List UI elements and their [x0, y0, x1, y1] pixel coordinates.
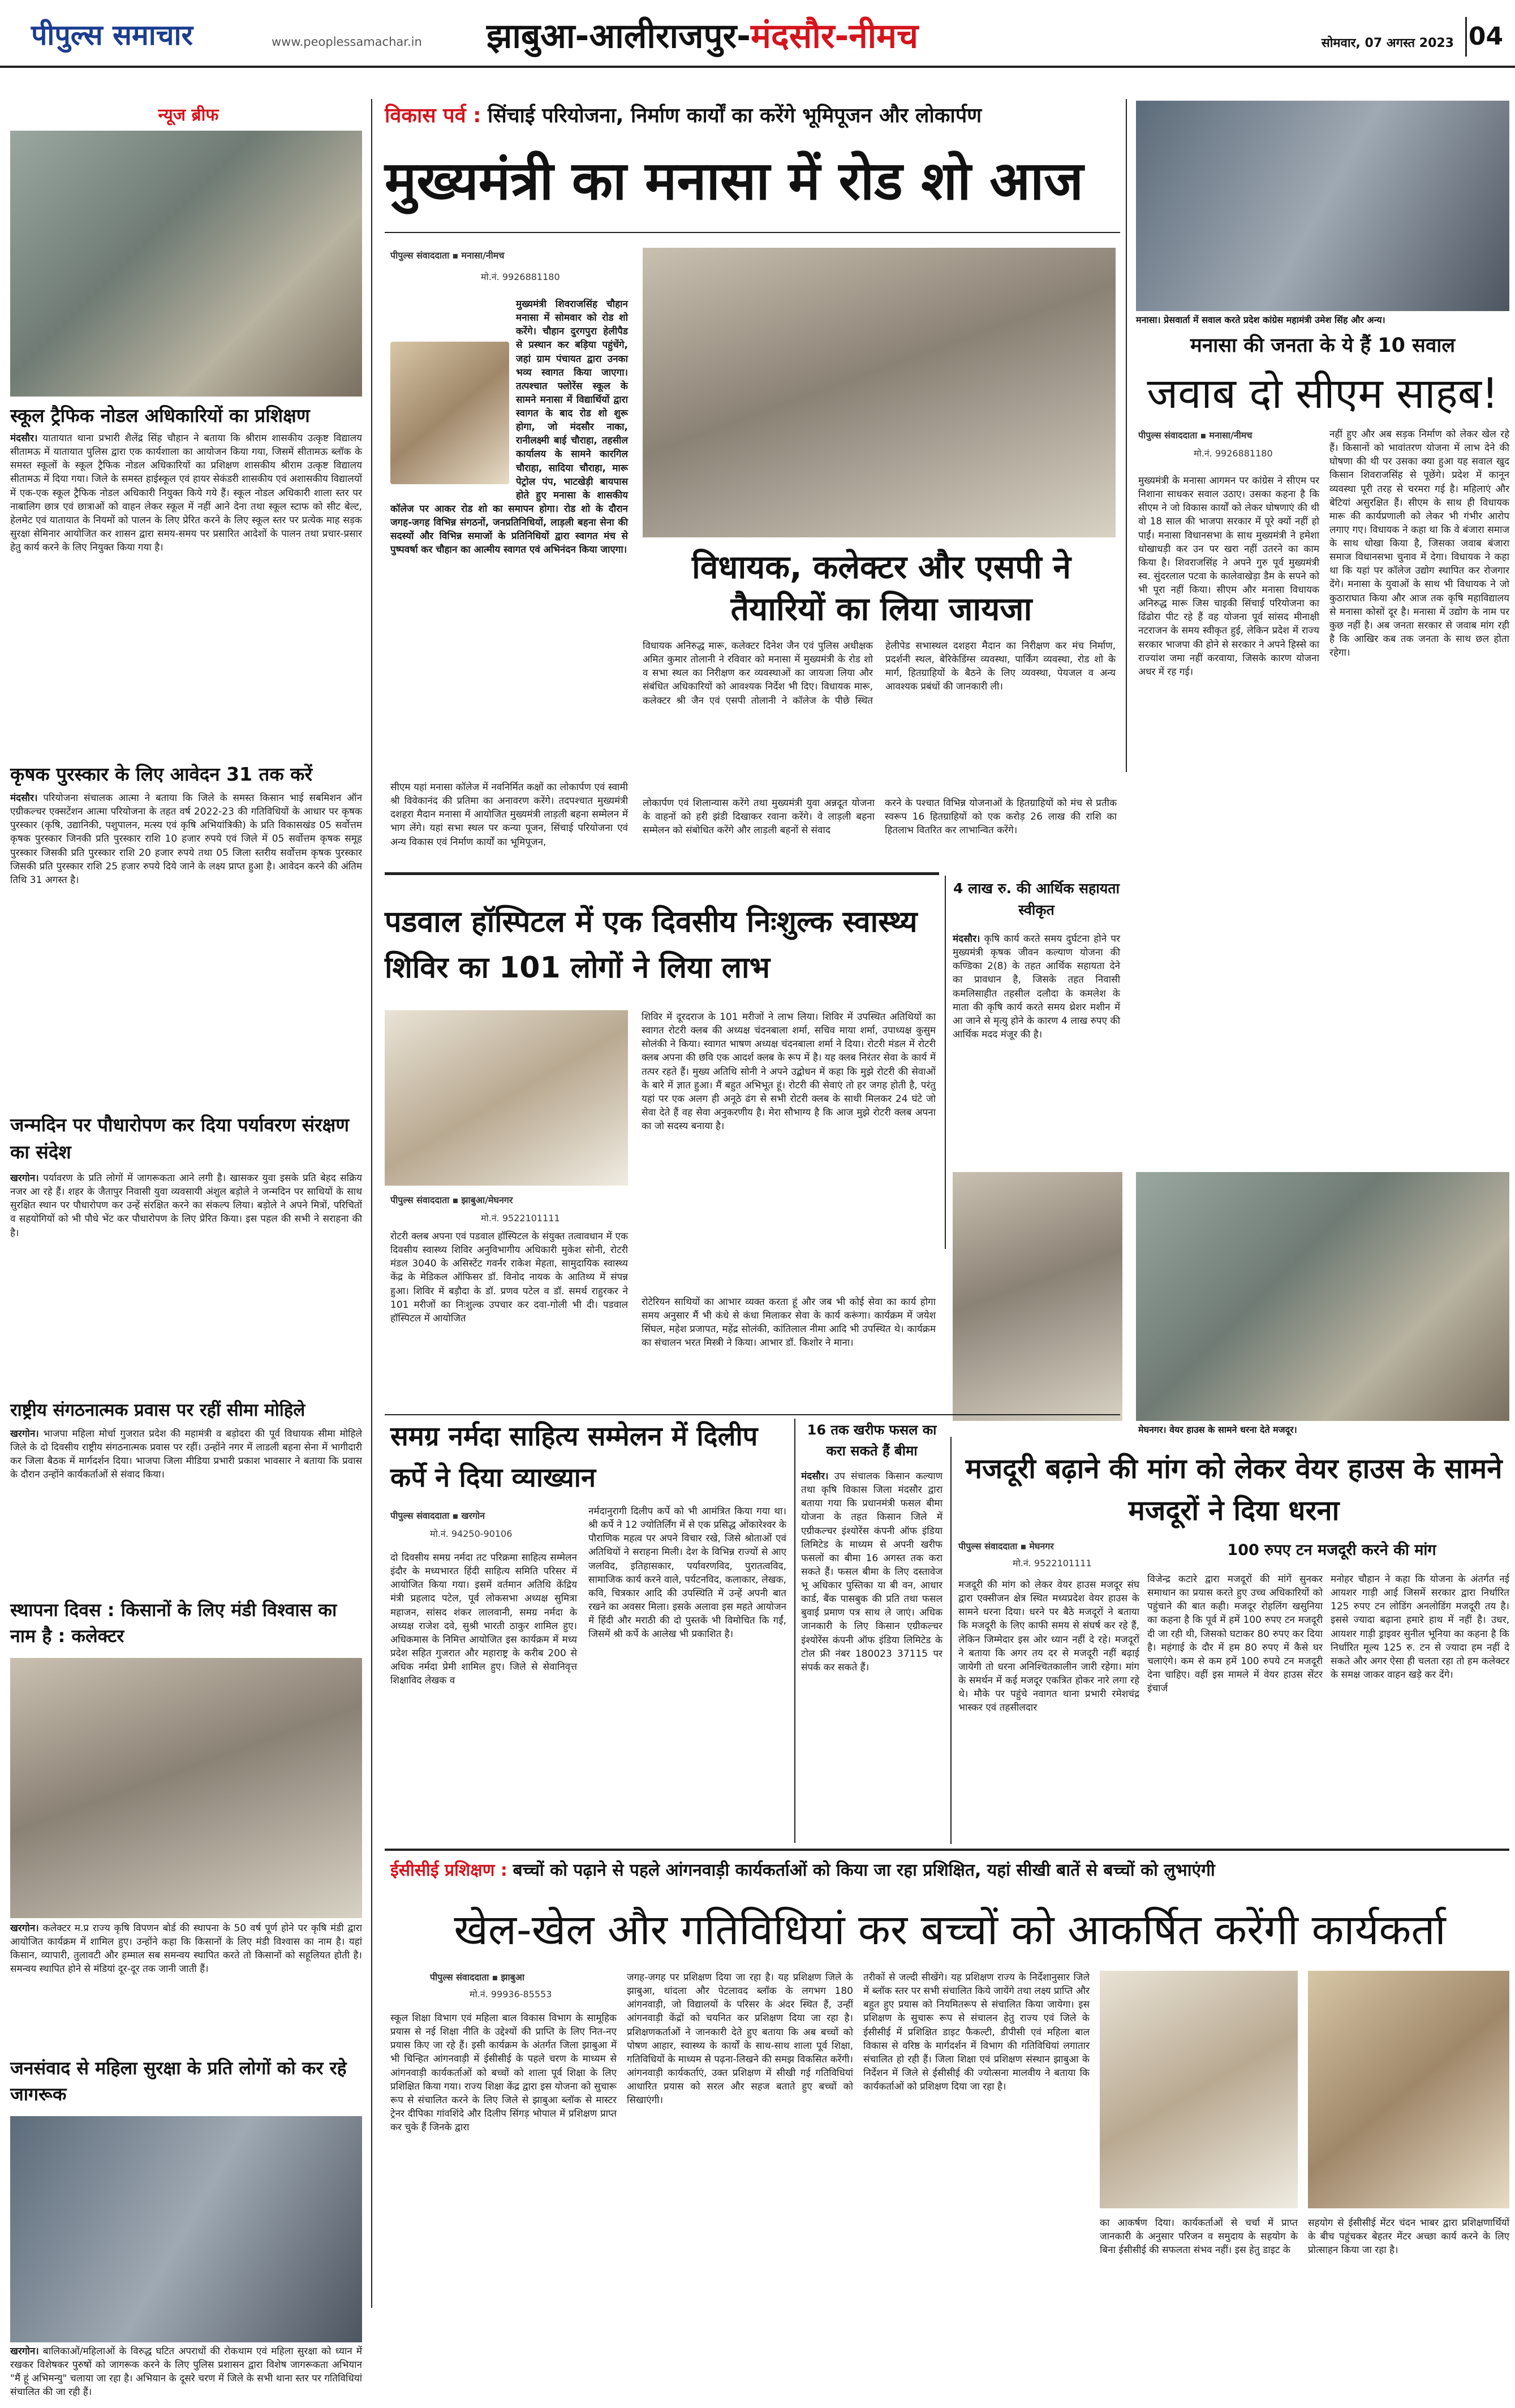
narmada-headline: समग्र नर्मदा साहित्य सम्मेलन में दिलीप कर्पे ने दिया व्याख्यान: [390, 1421, 758, 1493]
hospital-col-2: शिविर में दूरदराज के 101 मरीजों ने लाभ लिया। शिविर में उपस्थित अतिथियों का स्वागत रोटरी क्लब की अध्यक्ष चंदनबाला शर्मा, सचिव माया शर्मा, उपाध्यक्ष कुसुम सोलंकी ने किया। स्वागत भाषण अध्यक्ष चंदनबाला शर्मा ने दिया। रोटरी मंडल में रोटरी क्लब अपना की छवि एक आदर्श क्लब के रूप में है। यह क्लब निरंतर सेवा के कार्य में तत्पर रहते हैं। मुख्य अतिथि सोनी ने अपने उद्बोधन में कहा कि मुझे रोटरी की सेवाओं के बारे में ज्ञात हुआ। मैं बहुत अभिभूत हूं। रोटरी की सेवाएं तो हर जगह होती है, परंतु यहां पर एक अलग ही अनूठे ढंग से सभी रोटरी क्लब के साथी मिलकर 24 घंटे जो सेवा देते हैं वह सेवा अनुकरणीय है। मेरा सौभाग्य है कि आज मुझे रोटरी क्लब अपना का जो सदस्य बनाया है।: [642, 1011, 936, 1132]
news-brief-headline-1: स्कूल ट्रैफिक नोडल अधिकारियों का प्रशिक्षण: [10, 404, 310, 427]
loan-box-divider: [945, 876, 946, 1249]
edition-title-red: मंदसौर-नीमच: [751, 16, 919, 56]
news-brief-text-6: बालिकाओं/महिलाओं के विरुद्ध घटित अपराधों की रोकथाम एवं महिला सुरक्षा को ध्यान में रखकर विशेषकर पुरुषों को जागरूक करने के लिए पुलिस प्रशासन द्वारा विशेष जागरूकता अभियान "मैं हूं अभिमन्यु" चलाया जा रहा है। अभियान के दूसरे चरण में जिले के सभी थाना स्तर पर गतिविधियां संचालित की जा रही हैं।: [10, 2346, 362, 2398]
edition-title-black: झाबुआ-आलीराजपुर-: [487, 16, 751, 56]
masthead: [0, 0, 1515, 68]
news-brief-body-3: [10, 1171, 362, 1393]
news-brief-body-5: [10, 1922, 362, 2052]
narmada-byline-place: खरगोन: [461, 1510, 485, 1521]
news-brief-place-6: खरगोन।: [10, 2346, 39, 2357]
news-brief-headline-6: जनसंवाद से महिला सुरक्षा के प्रति लोगों को कर रहे जागरूक: [10, 2057, 347, 2105]
ecce-byline-place: झाबुआ: [501, 1972, 525, 1983]
labour-phone: मो.नं. 9522101111: [1013, 1558, 1092, 1569]
hospital-top-rule: [385, 872, 939, 875]
labour-headline: मजदूरी बढ़ाने की मांग को लेकर वेयर हाउस के सामने मजदूरों ने दिया धरना: [965, 1453, 1503, 1527]
lead-intro: [390, 298, 628, 778]
lead-byline-name: पीपुल्स संवाददाता: [390, 250, 450, 261]
column-divider-left: [371, 99, 372, 2308]
news-brief-headline-3: जन्मदिन पर पौधारोपण कर दिया पर्यावरण संरक्षण का संदेश: [10, 1114, 350, 1163]
news-brief-body-1: [10, 432, 362, 759]
hospital-phone: मो.नं. 9522101111: [481, 1213, 560, 1224]
portrait-spacer: [390, 298, 516, 490]
lead-byline-place: मनासा/नीमच: [461, 250, 505, 261]
paper-name: पीपुल्स समाचार: [31, 18, 193, 51]
lead-story-kicker: [385, 101, 1120, 135]
women-safety-awareness-photo: [10, 2116, 362, 2342]
insurance-box-body: [801, 1470, 942, 1845]
narmada-phone: मो.नं. 94250-90106: [430, 1528, 513, 1539]
news-brief-place-3: खरगोन।: [10, 1173, 39, 1184]
news-brief-column: [10, 99, 363, 2398]
narmada-col-1: दो दिवसीय समग्र नर्मदा तट परिक्रमा साहित्य सम्मेलन इंदौर के मध्यभारत हिंदी साहित्य समिति परिसर में आयोजित किया गया। इसमें वर्तमान अतिथि केंद्रिय मंत्री प्रहलाद पटेल, पूर्व लोकसभा अध्यक्ष सुमित्रा महाजन, सांसद शंकर लालवानी, समग्र नर्मदा के अध्यक्ष राजेश दवे, सुश्री भारती ठाकुर शामिल हुए। अधिकमास के निमित्त आयोजित इस कार्यक्रम में मध्य प्रदेश सहित गुजरात और महाराष्ट्र के करीब 200 से अधिक नर्मदा प्रेमी शामिल हुए। जिले से सेवानिवृत्त शिक्षाविद लेखक व: [390, 1552, 577, 1687]
labour-col-2: विजेन्द्र कटारे द्वारा मजदूरों की मांगें सुनकर समाधान का प्रयास करते हुए उच्च अधिकारियों को पहुंचाने की बात कही। मजदूर रोहलिंग खसुनिया का कहना है कि पूर्व में हमें 100 रुपए टन मजदूरी दी जा रही थी, जिसको घटाकर 80 रुपए कर दिया है। महंगाई के दौर में हम 80 रुपए में कैसे घर चलाएंगे। कम से कम हमें 100 रुपये टन मजदूरी देना चाहिए। वहीं इस मामले में वेयर हाउस सेंटर इंचार्ज: [1147, 1574, 1323, 1694]
school-training-photo: [10, 131, 362, 397]
narmada-top-rule: [385, 1414, 1120, 1415]
ecce-col-3: तरीकों से जल्दी सीखेंगे। यह प्रशिक्षण राज्य के निर्देशानुसार जिले में ब्लॉक स्तर पर सभी संचालित किये जायेंगे तथा लक्ष्य प्राप्ति और बहुत हुए प्रयास को नियमितरूप से संचालित किया जायेगा। इस प्रशिक्षण के सुचारू रूप से संचालन हेतु राज्य एवं जिले के ईसीसीई में प्रशिक्षित डाइट फैकल्टी, डीपीसी एवं महिला बाल विकास से वरिष्ठ के मार्गदर्शन में विभाग की गतिविधियां लगातार संचालित हो रही हैं। जिला शिक्षा एवं प्रशिक्षण संस्थान झाबुआ के निर्देशन में जिले से ईसीसीई की ज्योत्सना मालवीय ने बताया कि कार्यकर्ताओं को प्रशिक्षण दिया जा रहा है।: [863, 1972, 1090, 2092]
labour-col-1: मजदूरी की मांग को लेकर वेयर हाउस मजदूर संघ द्वारा एक्सीजन क्षेत्र स्थित मध्यप्रदेश वेयर हाउस के सामने धरना दिया। धरने पर बैठे मजदूरों ने बताया कि मजदूरी के लिए काफी समय से संघर्ष कर रहे हैं, लेकिन जिम्मेदार इस ओर ध्यान नहीं दे रहे। मजदूरों ने बताया कि अगर तय दर से मजदूरी नहीं बढ़ाई जायेगी तो धरना अनिश्चितकालीन जारी रहेगा। मांग के समर्थन में कई मजदूर एकत्रित होकर नारे लगा रहे थे। मौके पर पहुंचे नवागत थाना प्रभारी रमेशचंद्र भास्कर एवं तहसीलदार: [958, 1579, 1139, 1714]
labour-byline-name: पीपुल्स संवाददाता: [958, 1541, 1018, 1552]
news-brief-label: न्यूज ब्रीफ: [158, 105, 219, 125]
lead-kicker-red: विकास पर्व :: [385, 104, 481, 127]
narmada-byline: पीपुल्स संवाददाता ▪ खरगोन: [390, 1510, 485, 1521]
news-brief-body-4: [10, 1427, 362, 1591]
ecce-kicker-red: ईसीसीई प्रशिक्षण :: [390, 1860, 507, 1880]
loan-box-text: कृषि कार्य करते समय दुर्घटना होने पर मुख्यमंत्री कृषक जीवन कल्याण योजना की कण्डिका 2(8) के तहत आर्थिक सहायता देने का प्रावधान है, जिसके तहत निवासी कमलिसाहीत तहसील दलौदा के कमलेश के माता की कृषि कार्य करते समय थ्रेशर मशीन में आ जाने से मृत्यु होने के कारण 4 लाख रुपए की आर्थिक मदद मंजूर की है।: [953, 933, 1120, 1040]
news-brief-text-3: पर्यावरण के प्रति लोगों में जागरूकता आने लगी है। खासकर युवा इसके प्रति बेहद सक्रिय नजर आ रहे हैं। शहर के जैतापुर निवासी युवा व्यवसायी अंशुल बड़ोले ने जन्मदिन पर साथियों के साथ सुरक्षित स्थान पर पौधारोपण कर उन्हें संरक्षित करने का संकल्प लिया। बड़ोले ने अपने मित्रों, परिचितों व सहयोगियों को भी पौधे भेंट कर पौधारोपण के लिए प्रेरित किया। इस पहल की सभी ने सराहना की है।: [10, 1173, 362, 1239]
news-brief-place-4: खरगोन।: [10, 1428, 39, 1440]
ten-questions-byline-name: पीपुल्स संवाददाता: [1138, 430, 1198, 441]
ten-questions-byline-place: मनासा/नीमच: [1209, 430, 1253, 441]
column-divider-right: [1126, 99, 1127, 772]
insurance-box-text: उप संचालक किसान कल्याण तथा कृषि विकास जिला मंदसौर द्वारा बताया गया कि प्रधानमंत्री फसल बीमा योजना के तहत किसान जिले में एग्रीकल्चर इंश्योरेंस कंपनी ऑफ इंडिया लिमिटेड के माध्यम से अपनी खरीफ फसलों का बीमा 16 अगस्त तक करा सकते हैं। फसल बीमा के लिए दस्तावेज भू अधिकार पुस्तिका या बी वन, आधार कार्ड, बैंक पासबुक की प्रति तथा फसल बुवाई प्रमाण पत्र साथ ले जाएं। अधिक जानकारी के लिए किसान एग्रीकल्चर इंश्योरेंस कंपनी ऑफ इंडिया लिमिटेड के टोल फ्री नंबर 180023 37115 पर संपर्क कर सकते हैं।: [801, 1471, 943, 1673]
news-brief-headline-2: कृषक पुरस्कार के लिए आवेदन 31 तक करें: [10, 763, 312, 785]
health-camp-photo: [385, 1010, 628, 1186]
labour-deck: 100 रुपए टन मजदूरी करने की मांग: [1227, 1541, 1436, 1559]
ecce-headline: खेल-खेल और गतिविधियां कर बच्चों को आकर्षित करेंगी कार्यकर्ता: [454, 1906, 1446, 1954]
news-brief-text-2: परियोजना संचालक आत्मा ने बताया कि जिले के समस्त किसान भाई सबमिशन ऑन एग्रीकल्चर एक्सटेंशन आत्मा परियोजना के तहत वर्ष 2022-23 की गतिविधियों के आधार पर कृषक पुरस्कार (कृषि, उद्यानिकी, पशुपालन, मत्स्य एवं कृषि अभियांत्रिकी) के प्रति विकासखंड 05 सर्वोत्तम कृषक पुरस्कार जिनकी प्रति पुरस्कार राशि 10 हजार रुपये एवं जिले में 05 सर्वोत्तम कृषक समूह पुरस्कार जिसकी प्रति पुरस्कार राशि 20 हजार रुपये तथा 05 जिला स्तरीय सर्वोत्तम कृषक पुरस्कार जिसकी प्रति पुरस्कार राशि 25 हजार रुपये दिये जाने के लक्ष्य प्राप्त हुआ है। आवेदन करने की अंतिम तिथि 31 अगस्त है।: [10, 792, 362, 886]
press-conference-caption: मनासा। प्रेसवार्ता में सवाल करते प्रदेश कांग्रेस महामंत्री उमेश सिंह और अन्य।: [1136, 315, 1385, 325]
anganwadi-training-photo-2: [1308, 1971, 1509, 2208]
labour-byline-place: मेघनगर: [1029, 1541, 1054, 1552]
mandi-foundation-day-photo: [10, 1658, 362, 1918]
hospital-byline: पीपुल्स संवाददाता ▪ झाबुआ/मेघनगर: [390, 1195, 513, 1205]
news-brief-text-4: भाजपा महिला मोर्चा गुजरात प्रदेश की महामंत्री व बड़ोदरा की पूर्व विधायक सीमा मोहिले जिले के दो दिवसीय राष्ट्रीय संगठनात्मक प्रवास पर रहीं। उन्होंने नगर में लाडली बहना सेना में भागीदारी कर जिला बैठक में मार्गदर्शन दिया। भाजपा जिला मीडिया प्रभारी प्रकाश भावसार ने बताया कि प्रवास के दौरान उन्होंने कार्यकर्ताओं से संवाद किया।: [10, 1428, 363, 1481]
hospital-col-3: रोटेरियन साथियों का आभार व्यक्त करता हूं और जब भी कोई सेवा का कार्य होगा समय अनुसार मैं भी कंधे से कंधा मिलाकर सेवा के कार्य करूंगा। कार्यक्रम में जयेश सिंघल, महेश प्रजापत, महेंद्र सोलंकी, कांतिलाल नीमा आदि भी उपस्थित थे। कार्यक्रम का संचालन भरत मिस्त्री ने किया। आभार डॉ. किशोर ने माना।: [642, 1296, 936, 1349]
ten-questions-phone: मो.नं. 9926881180: [1194, 448, 1273, 459]
ecce-col-5: सहयोग से ईसीसीई मेंटर चंदन भाबर द्वारा प्रशिक्षणार्थियों के बीच पहुंचकर बेहतर मेंटर अच्छा कार्य करने के लिए प्रोत्साहन किया जा रहा है।: [1308, 2217, 1509, 2256]
labour-divider: [950, 1437, 952, 1844]
news-brief-place-5: खरगोन।: [10, 1923, 39, 1934]
insurance-box-divider: [794, 1419, 795, 1843]
narmada-byline-name: पीपुल्स संवाददाता: [390, 1510, 450, 1521]
lead-intro-text: मुख्यमंत्री शिवराजसिंह चौहान मनासा में सोमवार को रोड शो करेंगे। चौहान दुरगपुरा हेलीपैड से प्रस्थान कर बड़िया पहुंचेंगे, जहां ग्राम पंचायत द्वारा उनका भव्य स्वागत किया जाएगा। तत्पश्चात फ्लोरेंस स्कूल के सामने मनासा में विद्यार्थियों द्वारा स्वागत के बाद रोड शो शुरू होगा, जो मंदसौर नाका, रानीलक्ष्मी बाई चौराहा, तहसील कार्यालय के सामने कारगिल चौराहा, सादिया चौराहा, मारू पेट्रोल पंप, भाटखेड़ी बायपास होते हुए मनासा के शासकीय कॉलेज पर आकर रोड शो का समापन होगा। रोड शो के दौरान जगह-जगह विभिन्न संगठनों, जनप्रतिनिधियों, लाड़ली बहना सेना की सदस्यों और विभिन्न समाजों के प्रतिनिधियों द्वारा स्वागत मंच से पुष्पवर्षा कर चौहान का आत्मीय स्वागत एवं अभिनंदन किया जाएगा।: [390, 299, 628, 556]
insurance-box-headline: 16 तक खरीफ फसल का करा सकते हैं बीमा: [807, 1422, 937, 1459]
issue-date: सोमवार, 07 अगस्त 2023: [1321, 36, 1454, 50]
news-brief-body-6: [10, 2345, 362, 2408]
lead-byline: पीपुल्स संवाददाता ▪ मनासा/नीमच: [390, 250, 505, 261]
lead-bottom-col-1: लोकार्पण एवं शिलान्यास करेंगे तथा मुख्यमंत्री युवा अन्नदूत योजना के वाहनों को हरी झंडी दिखाकर रवाना करेंगे। वे लाड़ली बहना सम्मेलन को संबोधित करेंगे और लाड़ली बहनों से संवाद: [643, 798, 875, 837]
labour-protest-photo: [1136, 1172, 1509, 1421]
labour-protest-caption: मेघनगर। वेयर हाउस के सामने धरना देते मजदूर।: [1138, 1424, 1297, 1435]
news-brief-text-1: यातायात थाना प्रभारी शैलेंद्र सिंह चौहान ने बताया कि श्रीराम शासकीय उत्कृष्ट विद्यालय सीतामऊ में यातायात पुलिस द्वारा एक कार्यशाला का आयोजन किया गया, जिसमें सीतामऊ ब्लॉक के समस्त स्कूलों के स्कूल ट्रैफिक नोडल अधिकारियों का प्रशिक्षण शासकीय श्रीराम उत्कृष्ट विद्यालय सीतामऊ में दिया गया। जिले के समस्त हाईस्कूल एवं हायर सेकंडरी शासकीय एवं अशासकीय विद्यालयों में एक-एक स्कूल ट्रैफिक नोडल अधिकारी नियुक्त किये गये हैं। स्कूल नोडल अधिकारी शाला स्तर पर नाबालिग छात्र एवं छात्राओं को वाहन लेकर स्कूल में नहीं आने देना तथा स्कूल स्टाफ को सीट बेल्ट, हेलमेट एवं यातायात के नियमों को पालन के लिए प्रेरित करने के लिए स्कूल स्तर पर प्रत्येक माह सड़क सुरक्षा सेमिनार आयोजित कर शासन द्वारा समय-समय पर प्रसारित आदेशों के पालन तथा प्रचार-प्रसार हेतु कार्य करने के लिए नियुक्त किया गया है।: [10, 433, 362, 553]
ten-questions-headline: जवाब दो सीएम साहब!: [1147, 369, 1499, 418]
ecce-phone: मो.नं. 99936-85553: [470, 1989, 552, 2000]
hospital-byline-name: पीपुल्स संवाददाता: [390, 1195, 450, 1205]
officials-inspection-photo: [643, 248, 1116, 537]
press-conference-photo: [1136, 101, 1509, 311]
anganwadi-training-photo-1: [1100, 1971, 1298, 2208]
hospital-byline-place: झाबुआ/मेघनगर: [461, 1195, 513, 1205]
insurance-box-place: मंदसौर।: [801, 1471, 829, 1482]
ecce-col-2: जगह-जगह पर प्रशिक्षण दिया जा रहा है। यह प्रशिक्षण जिले के झाबुआ, थांदला और पेटलावद ब्लॉक के लगभग 180 आंगनवाड़ी, जो विद्यालयों के परिसर के अंदर स्थित हैं, उन्हीं आंगनवाड़ी केंद्रों को चयनित कर प्रशिक्षण दिया जा रहा है। प्रशिक्षणकर्ताओं ने जानकारी देते हुए बताया कि अब बच्चों को पोषण आहार, स्वास्थ्य के कार्यों के साथ-साथ शाला पूर्व शिक्षा, गतिविधियों के माध्यम से पढ़ना-लिखने की समझ विकसित करेंगी। आंगनवाड़ी कार्यकर्ताएं, उक्त प्रशिक्षण में सीखी गई गतिविधियां आधारित प्रयास को सरल और सहज बताते हुए बच्चों को सिखाएंगी।: [627, 1972, 853, 2107]
labour-byline: पीपुल्स संवाददाता ▪ मेघनगर: [958, 1541, 1054, 1552]
lead-story-headline: मुख्यमंत्री का मनासा में रोड शो आज: [385, 150, 1084, 212]
ecce-col-4: का आकर्षण दिया। कार्यकर्ताओं से चर्चा में प्राप्त जानकारी के अनुसार परिजन व समुदाय के सहयोग के बिना ईसीसीई की सफलता संभव नहीं। इस हेतु डाइट के: [1100, 2217, 1298, 2256]
ten-questions-col-2: नहीं हुए और अब सड़क निर्माण को लेकर खेल रहे हैं। किसानों को भावांतरण योजना में लाभ देने की घोषणा की थी पर उसका क्या हुआ यह सवाल खुद किसान शिवराजसिंह से पूछेंगे। प्रदेश में कानून व्यवस्था पूरी तरह से चरमरा गई है। महिलाएं और बेटियां असुरक्षित हैं। सीएम के साथ ही विधायक मारू की कार्यप्रणाली को लेकर भी गंभीर आरोप लगाए गए। विधायक ने कहा था कि वे बंजारा समाज के साथ धोखा किया है, जिसका जवाब बंजारा समाज विधानसभा चुनाव में देगा। विधायक ने कहा था कि यहां पर कॉलेज उद्योग स्थापित कर रोजगार देंगे। मनासा के युवाओं के साथ भी विधायक ने जो कुठाराघात किया और आज तक कृषि महाविद्यालय से मनासा कोसों दूर है। मनासा में उद्योग के नाम पर कुछ नहीं है। अब जनता सरकार से जवाब मांग रही है कि आखिर कब तक जनता के साथ छल होता रहेगा।: [1329, 429, 1509, 658]
ten-questions-byline: पीपुल्स संवाददाता ▪ मनासा/नीमच: [1138, 430, 1253, 441]
ten-questions-col-1: मुख्यमंत्री के मनासा आगमन पर कांग्रेस ने सीएम पर निशाना साधकर सवाल उठाए। उसका कहना है कि सीएम ने जो विकास कार्यों को लेकर घोषणाएं की थी वो 18 साल की भाजपा सरकार में पूरे क्यों नहीं हो पाईं। मनासा विधानसभा के साथ मुख्यमंत्री ने हमेशा धोखाधड़ी कर उन पर खरा नहीं उतरने का काम किया है। शिवराजसिंह ने अपने गुरु पूर्व मुख्यमंत्री स्व. सुंदरलाल पटवा के कालेवाखेड़ा डैम के सपने को भी पूरा नहीं किया। सीएम और मनासा विधायक अनिरुद्ध मारू जिस चाइकी सिंचाई परियोजना का ढिंढोरा पीट रहे हैं वह योजना पूर्व सांसद मीनाक्षी नटराजन के समय स्वीकृत हुई, लेकिन प्रदेश में राज्य सरकार भाजपा की होने से सरकार ने अपने हिस्से का राज्यांश जमा नहीं करवाया, जिसके कारण योजना अधर में रह गई।: [1138, 475, 1319, 678]
ecce-col-1: स्कूल शिक्षा विभाग एवं महिला बाल विकास विभाग के सामूहिक प्रयास से नई शिक्षा नीति के उद्देश्यों की प्राप्ति के लिए नित-नए प्रयास किए जा रहे हैं। इसी कार्यक्रम के अंतर्गत जिला झाबुआ में भी चिन्हित आंगनवाड़ी में ईसीसीई के पहले चरण के माध्यम से आंगनवाड़ी कार्यकर्ताओं को बच्चों को शाला पूर्व शिक्षा के लिए प्रशिक्षित किया गया। राज्य शिक्षा केंद्र द्वारा इस योजना को सुचारू रूप से संचालित करने के लिए जिले से झाबुआ ब्लॉक से मास्टर ट्रेनर दीपिका गांवशिंदे और दिलीप सिंगड़ भोपाल में प्रशिक्षण प्राप्त कर चुके हैं जिनके द्वारा: [390, 2013, 617, 2133]
ecce-kicker-text: बच्चों को पढ़ाने से पहले आंगनवाड़ी कार्यकर्ताओं को किया जा रहा प्रशिक्षित, यहां सीखी बातें से बच्चों को लुभाएंगी: [513, 1860, 1215, 1880]
loan-box-photo-strip: [953, 1172, 1122, 1421]
lead-divider: [385, 232, 1120, 233]
page-number: 04: [1465, 17, 1505, 57]
lead-para-2: सीएम यहां मनासा कॉलेज में नवनिर्मित कक्षों का लोकार्पण एवं स्वामी श्री विवेकानंद की प्रतिमा का अनावरण करेंगे। तदपश्चात मुख्यमंत्री दशहरा मैदान मनासा में आयोजित मुख्यमंत्री लाड़ली बहना सम्मेलन में भाग लेंगे। यहां सभा स्थल पर कन्या पूजन, सिंचाई परियोजना एवं अन्य विकास एवं निर्माण कार्यों का भूमिपूजन,: [390, 782, 628, 848]
edition-title: [487, 11, 1165, 59]
lead-kicker-text: सिंचाई परियोजना, निर्माण कार्यों का करेंगे भूमिपूजन और लोकार्पण: [488, 104, 982, 127]
ecce-byline-name: पीपुल्स संवाददाता: [430, 1972, 489, 1983]
news-brief-place-2: मंदसौर।: [10, 792, 38, 804]
website: www.peoplessamachar.in: [272, 35, 422, 49]
news-brief-headline-4: राष्ट्रीय संगठनात्मक प्रवास पर रहीं सीमा मोहिले: [10, 1400, 305, 1420]
news-brief-place-1: मंदसौर।: [10, 433, 38, 444]
loan-box-place: मंदसौर।: [953, 933, 980, 945]
news-brief-text-5: कलेक्टर म.प्र राज्य कृषि विपणन बोर्ड की स्थापना के 50 वर्ष पूर्ण होने पर कृषि मंडी द्वारा आयोजित कार्यक्रम में शामिल हुए। उन्होंने कहा कि किसानों के लिए मंडी विश्वास का नाम है। यहां किसान, व्यापारी, तुलावटी और हम्माल सब समन्वय स्थापित करते तो किसानों को सहूलियत होती है। समन्वय स्थापित होने से मंडियां दूर-दूर तक जानी जाती हैं।: [10, 1923, 362, 1975]
labour-col-3: मनोहर चौहान ने कहा कि योजना के अंतर्गत नई आयशर गाड़ी आई जिसमें सरकार द्वारा निर्धारित 125 रुपए टन लोडिंग अनलोडिंग मजदूरी तय है। इससे ज्यादा बढ़ाना हमारे हाथ में नहीं है। उधर, आयशर गाड़ी ड्राइवर सुनील भूनिया का कहना है कि निर्धारित मूल्य 125 रु. टन से ज्यादा हम नहीं दे सकते और अगर ऐसा ही चलता रहा तो हम कलेक्टर के समक्ष जाकर वाहन खड़े कर देंगे।: [1331, 1574, 1509, 1681]
news-brief-body-2: [10, 791, 362, 1104]
lead-phone: मो.नं. 9926881180: [481, 272, 560, 282]
ecce-top-rule: [385, 1849, 1509, 1851]
ten-questions-kicker: मनासा की जनता के ये हैं 10 सवाल: [1190, 334, 1456, 357]
ecce-kicker: [390, 1858, 1509, 1889]
hospital-headline: पडवाल हॉस्पिटल में एक दिवसीय निःशुल्क स्वास्थ्य शिविर का 101 लोगों ने लिया लाभ: [385, 905, 918, 985]
narmada-col-2: नर्मदानुरागी दिलीप कर्पे को भी आमंत्रित किया गया था। श्री कर्पे ने 12 ज्योतिर्लिंग में से एक प्रसिद्ध ओंकारेश्वर के पौराणिक महत्व पर अपने विचार रखे, जिसे श्रोताओं एवं अतिथियों ने सराहना मिली। देश के विभिन्न राज्यों से आए जलविद, इतिहासकार, पर्यावरणविद, पुरातत्वविद, सामाजिक कार्य करने वाले, पर्यटनविद, कलाकार, लेखक, कवि, चित्रकार आदि की उपस्थिति में उन्हें अपनी बात रखने का अवसर मिला। इसके अलावा इस महते आयोजन में हिंदी और मराठी की दो पुस्तकें भी विमोचित कि गईं, जिसमें श्री कर्पे के आलेख भी प्रकाशित है।: [588, 1506, 786, 1640]
lead-sub-headline: विधायक, कलेक्टर और एसपी ने तैयारियों का लिया जायजा: [691, 549, 1071, 628]
lead-bottom-col-2: करने के पश्चात विभिन्न योजनाओं के हितग्राहियों को मंच से प्रतीक स्वरूप 16 हितग्राहियों को एक करोड़ 26 लाख की राशि का हितलाभ वितरित कर लाभान्वित करेंगे।: [885, 798, 1117, 837]
lead-sub-body: विधायक अनिरुद्ध मारू, कलेक्टर दिनेश जैन एवं पुलिस अधीक्षक अमित कुमार तोलानी ने रविवार को मनासा में मुख्यमंत्री के रोड शो व सभा स्थल का निरीक्षण कर व्यवस्थाओं का जायजा लिया और संबंधित अधिकारियों को आवश्यक निर्देश भी दिए। विधायक मारू, कलेक्टर श्री जैन एवं एसपी तोलानी ने कॉलेज के पीछे स्थित हेलीपेड सभास्थल दशहरा मैदान का निरीक्षण कर मंच निर्माण, प्रदर्शनी स्थल, बेरिकेडिंग्स व्यवस्था, पार्किंग व्यवस्था, रोड शो के मार्ग, हितग्राहियों के बैठने के लिए व्यवस्था, पेयजल व अन्य आवश्यक प्रबंधों की जानकारी ली।: [643, 640, 1116, 707]
loan-box-headline: 4 लाख रु. की आर्थिक सहायता स्वीकृत: [953, 880, 1120, 918]
ecce-byline: पीपुल्स संवाददाता ▪ झाबुआ: [430, 1972, 525, 1983]
hospital-col-1: रोटरी क्लब अपना एवं पडवाल हॉस्पिटल के संयुक्त तत्वावधान में एक दिवसीय स्वास्थ्य शिविर अनुविभागीय अधिकारी मुकेश सोनी, रोटरी मंडल 3040 के असिस्टेंट गवर्नर राकेश मेहता, सामुदायिक स्वास्थ्य केंद्र के मेडिकल ऑफिसर डॉ. विनोद नायक के आतिथ्य में संपन्न हुआ। शिविर में बड़ौदा के डॉ. प्रणव पटेल व डॉ. समर्थ राहुरकर ने 101 मरीजों का निःशुल्क उपचार कर दवा-गोली भी दी। पडवाल हॉस्पिटल में आयोजित: [390, 1231, 628, 1324]
paper-logo: [31, 15, 269, 54]
news-brief-headline-5: स्थापना दिवस : किसानों के लिए मंडी विश्वास का नाम है : कलेक्टर: [10, 1599, 337, 1647]
